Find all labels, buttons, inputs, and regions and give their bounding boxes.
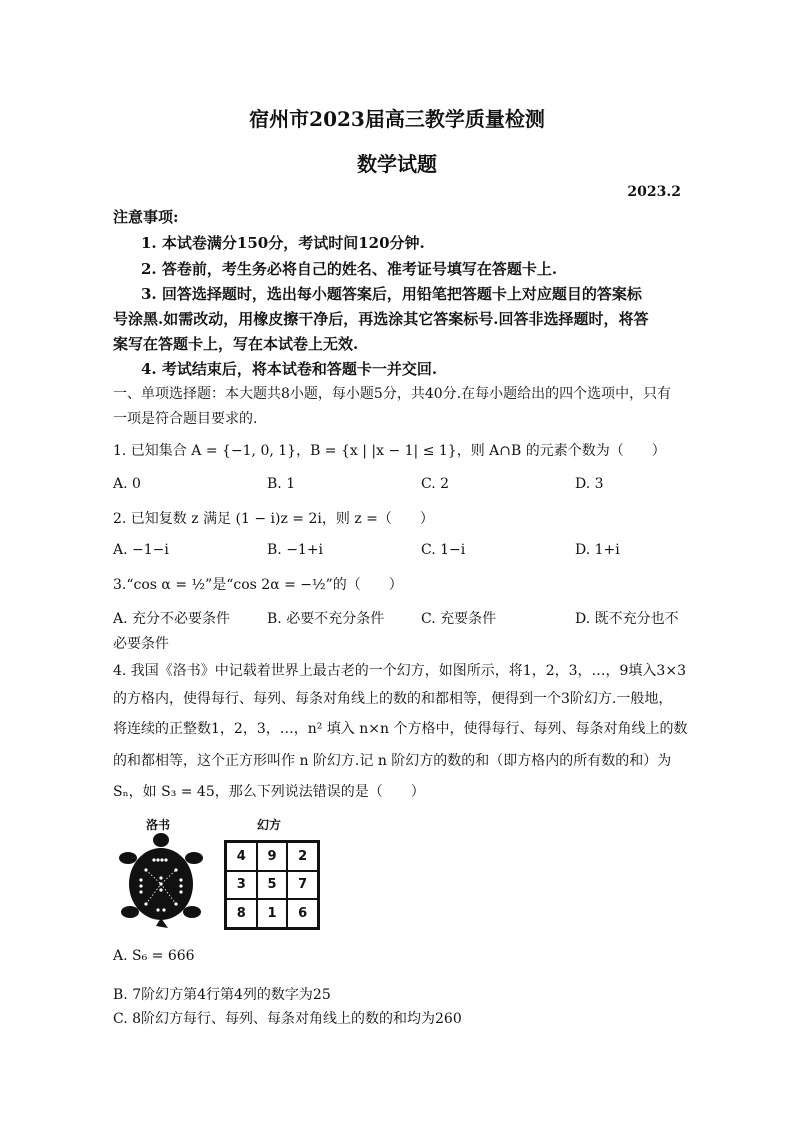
q4-choice-a: A. S₆ = 666 [113, 948, 195, 964]
notice-item-3-line-2: 号涂黑.如需改动，用橡皮擦干净后，再选涂其它答案标号.回答非选择题时，将答 [113, 310, 649, 328]
luoshu-turtle-image [116, 818, 206, 930]
q3-choice-d: D. 既不充分也不 [575, 611, 679, 627]
q2-choice-c: C. 1−i [421, 542, 466, 558]
q2-choice-b: B. −1+i [267, 542, 324, 558]
q4-line-2: 的方格内，使得每行、每列、每条对角线上的数的和都相等，便得到一个3阶幻方.一般地， [113, 691, 673, 707]
notice-item-3-line-3: 案写在答题卡上，写在本试卷上无效. [113, 335, 359, 353]
q1-choice-c: C. 2 [421, 476, 450, 492]
notice-item-3-line-1: 3. 回答选择题时，选出每小题答案后，用铅笔把答题卡上对应题目的答案标 [141, 285, 642, 303]
notice-item-4: 4. 考试结束后，将本试卷和答题卡一并交回. [141, 360, 438, 378]
magic-square-cell: 1 [257, 899, 288, 928]
magic-square-cell: 9 [257, 842, 288, 871]
q1-choice-a: A. 0 [113, 476, 141, 492]
q4-line-5: Sₙ，如 S₃ = 45，那么下列说法错误的是（ ） [113, 784, 425, 800]
magic-square-cell: 3 [226, 871, 257, 900]
q3-choice-a: A. 充分不必要条件 [113, 611, 231, 627]
section-heading-line-1: 一、单项选择题：本大题共8小题，每小题5分，共40分.在每小题给出的四个选项中，只有 [113, 386, 672, 402]
exam-date: 2023.2 [627, 184, 681, 200]
notice-item-2: 2. 答卷前，考生务必将自己的姓名、准考证号填写在答题卡上. [141, 260, 558, 278]
exam-title: 宿州市2023届高三教学质量检测 [249, 107, 545, 131]
q2-choice-d: D. 1+i [575, 542, 620, 558]
q3-choice-c: C. 充要条件 [421, 611, 497, 627]
q1-choice-b: B. 1 [267, 476, 296, 492]
q4-line-4: 的和都相等，这个正方形叫作 n 阶幻方.记 n 阶幻方的数的和（即方格内的所有数的和）为 [113, 753, 672, 769]
q2-choice-a: A. −1−i [113, 542, 169, 558]
magic-square-cell: 5 [257, 871, 288, 900]
q3-choice-d-continued: 必要条件 [113, 636, 169, 652]
q4-choice-b: B. 7阶幻方第4行第4列的数字为25 [113, 987, 331, 1003]
q1-stem: 1. 已知集合 A = {−1, 0, 1}，B = {x | |x − 1| ≤ 1}，则 A∩B 的元素个数为（ ） [113, 443, 666, 459]
q1-choice-d: D. 3 [575, 476, 604, 492]
q4-line-1: 4. 我国《洛书》中记载着世界上最古老的一个幻方，如图所示，将1，2，3，…，9填入3×3 [113, 663, 686, 679]
q4-line-3: 将连续的正整数1，2，3，…，n² 填入 n×n 个方格中，使得每行、每列、每条对角线上的数 [113, 721, 688, 737]
magic-square-cell: 8 [226, 899, 257, 928]
magic-square-cell: 2 [287, 842, 318, 871]
notice-heading: 注意事项: [113, 208, 179, 226]
magic-square-cell: 7 [287, 871, 318, 900]
magic-square-label: 幻方 [257, 818, 282, 832]
section-heading-line-2: 一项是符合题目要求的. [113, 411, 258, 427]
q3-choice-b: B. 必要不充分条件 [267, 611, 385, 627]
magic-square-cell: 6 [287, 899, 318, 928]
luoshu-label: 洛书 [146, 818, 171, 832]
q4-choice-c: C. 8阶幻方每行、每列、每条对角线上的数的和均为260 [113, 1011, 462, 1027]
notice-item-1: 1. 本试卷满分150分，考试时间120分钟. [141, 234, 425, 252]
magic-square-cell: 4 [226, 842, 257, 871]
q2-stem: 2. 已知复数 z 满足 (1 − i)z = 2i，则 z =（ ） [113, 511, 434, 527]
exam-subtitle: 数学试题 [357, 152, 437, 176]
q3-stem: 3.“cos α = ½”是“cos 2α = −½”的（ ） [113, 577, 403, 593]
magic-square-grid [224, 840, 320, 930]
